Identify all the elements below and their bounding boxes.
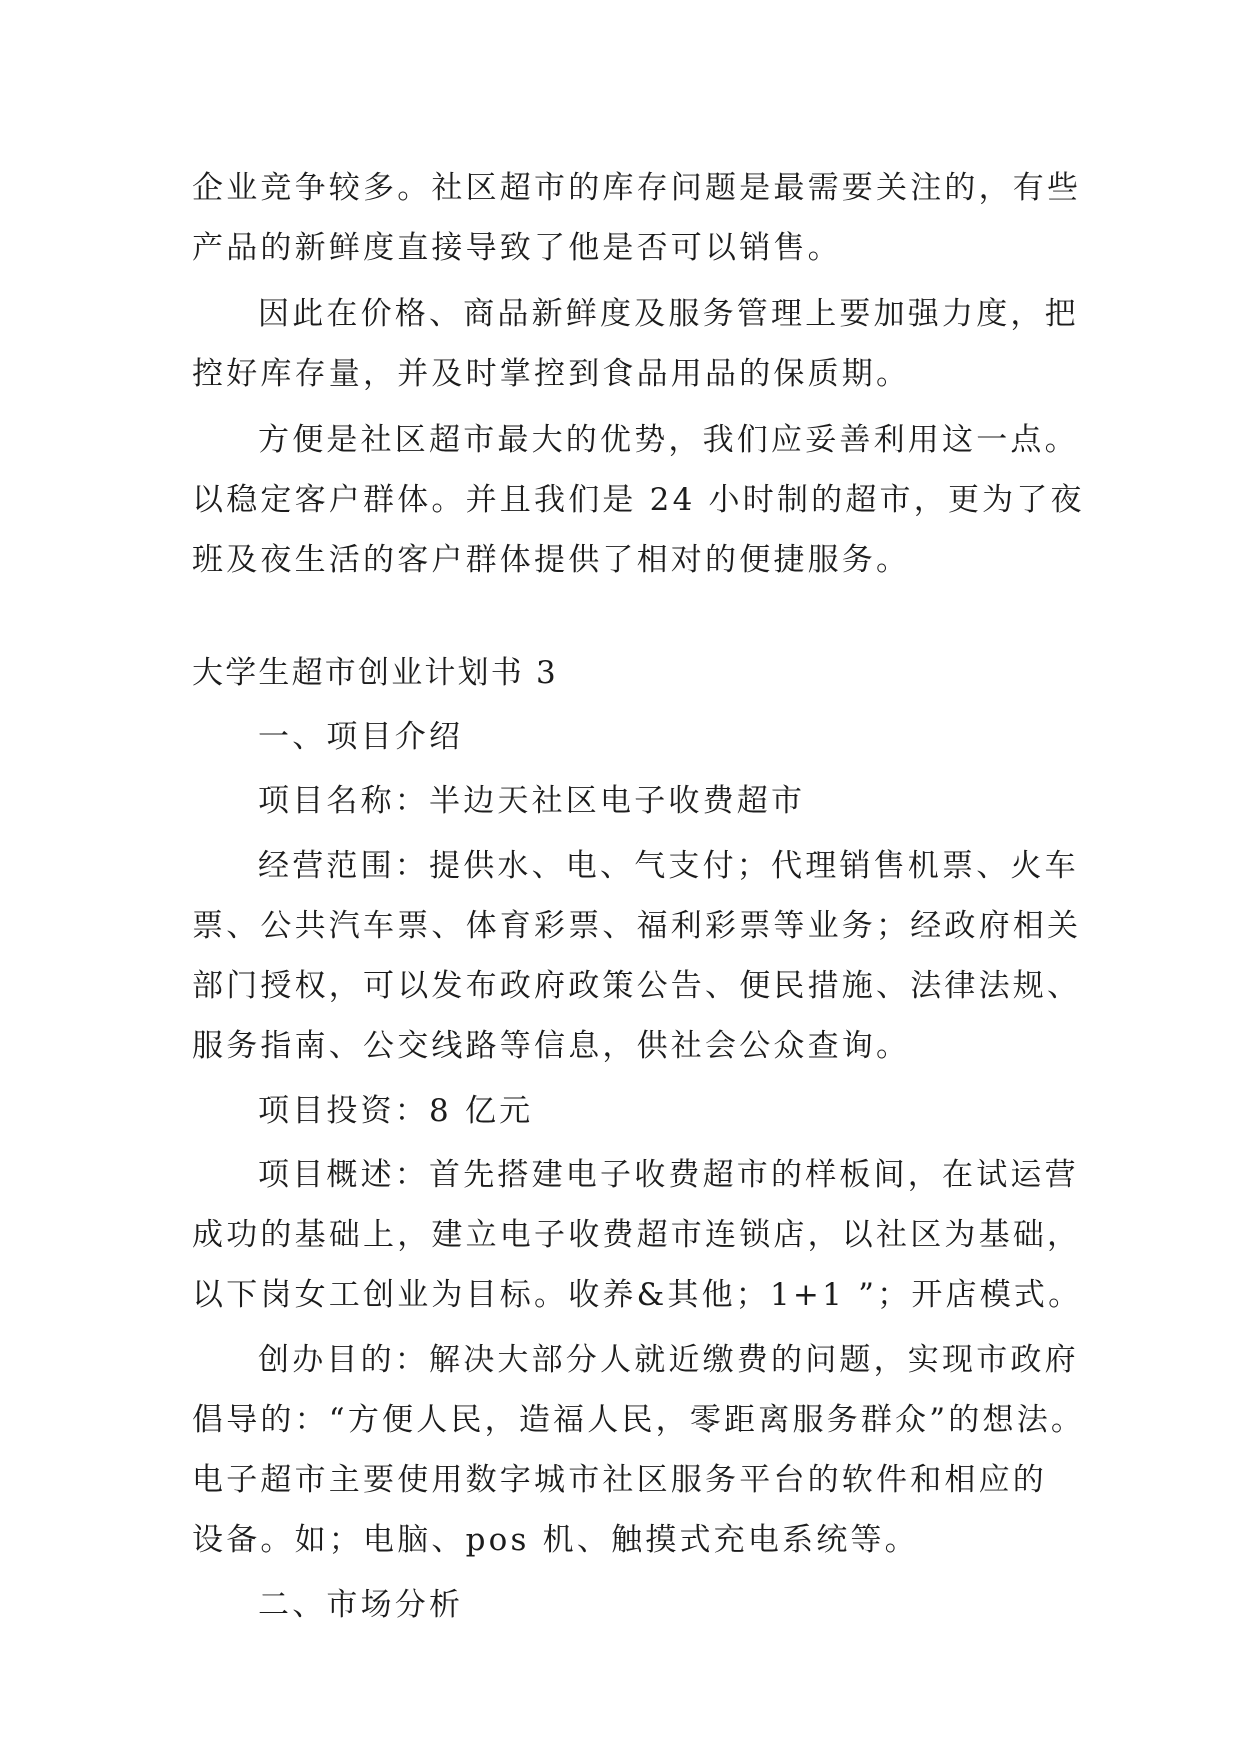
paragraph-line: 以下岗女工创业为目标。收养&其他；1+1 ”；开店模式。 [192,1277,1083,1313]
paragraph-line: 项目投资：8 亿元 [258,1093,534,1129]
paragraph-line: 倡导的：“方便人民，造福人民，零距离服务群众”的想法。 [192,1402,1086,1438]
paragraph-line: 控好库存量，并及时掌控到食品用品的保质期。 [192,356,911,392]
paragraph-line: 项目概述：首先搭建电子收费超市的样板间，在试运营 [258,1157,1079,1193]
paragraph-line: 电子超市主要使用数字城市社区服务平台的软件和相应的 [192,1462,1047,1498]
section-heading: 二、市场分析 [258,1587,464,1623]
section-heading: 一、项目介绍 [258,719,464,755]
paragraph-line: 企业竞争较多。社区超市的库存问题是最需要关注的，有些 [192,170,1082,206]
paragraph-line: 创办目的：解决大部分人就近缴费的问题，实现市政府 [258,1342,1079,1378]
paragraph-line: 部门授权，可以发布政府政策公告、便民措施、法律法规、 [192,968,1082,1004]
paragraph-line: 产品的新鲜度直接导致了他是否可以销售。 [192,230,842,266]
paragraph-line: 项目名称：半边天社区电子收费超市 [258,783,806,819]
paragraph-line: 服务指南、公交线路等信息，供社会公众查询。 [192,1028,911,1064]
paragraph-line: 成功的基础上，建立电子收费超市连锁店，以社区为基础， [192,1217,1082,1253]
paragraph-line: 班及夜生活的客户群体提供了相对的便捷服务。 [192,542,911,578]
paragraph-line: 方便是社区超市最大的优势，我们应妥善利用这一点。 [258,422,1079,458]
paragraph-line: 因此在价格、商品新鲜度及服务管理上要加强力度，把 [258,296,1079,332]
paragraph-line: 设备。如；电脑、pos 机、触摸式充电系统等。 [192,1522,919,1558]
paragraph-line: 以稳定客户群体。并且我们是 24 小时制的超市，更为了夜 [192,482,1085,518]
paragraph-line: 经营范围：提供水、电、气支付；代理销售机票、火车 [258,848,1079,884]
section-title: 大学生超市创业计划书 3 [192,655,558,691]
paragraph-line: 票、公共汽车票、体育彩票、福利彩票等业务；经政府相关 [192,908,1082,944]
